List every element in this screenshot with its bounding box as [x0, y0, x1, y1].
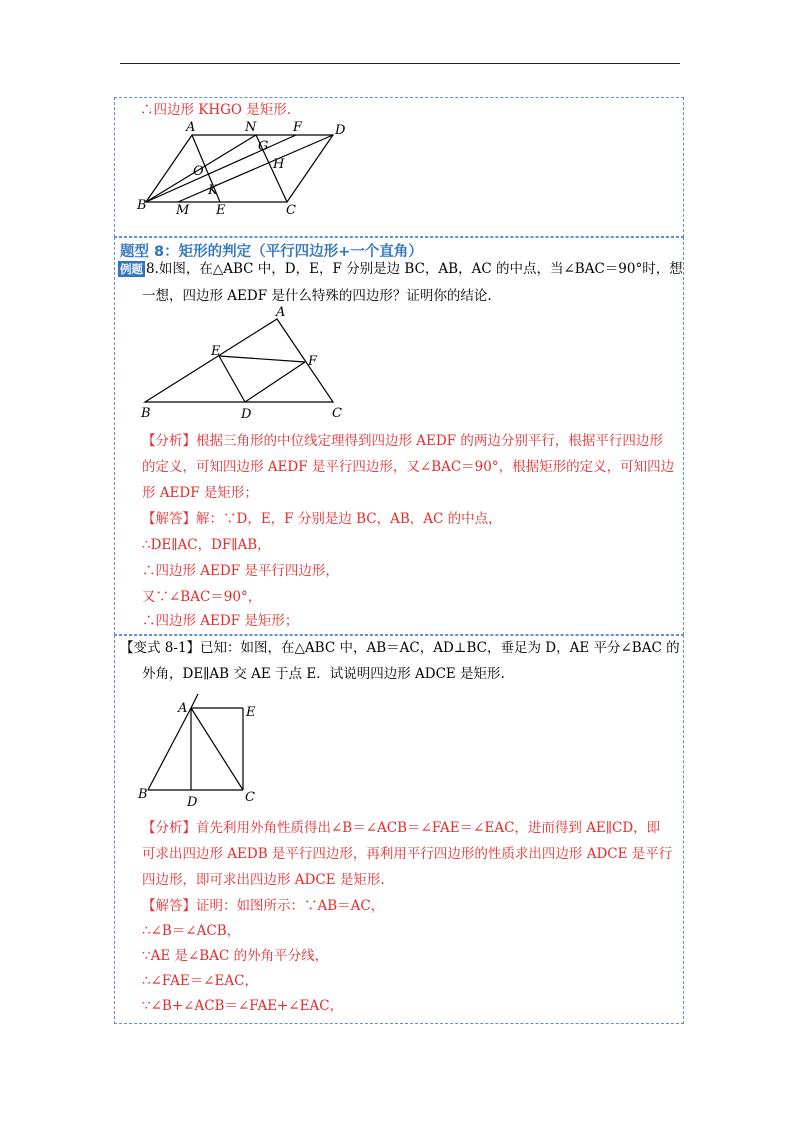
analysis2-line-2: 可求出四边形 AEDB 是平行四边形，再利用平行四边形的性质求出四边形 ADCE 是平行	[142, 846, 673, 862]
label-D: D	[241, 407, 252, 422]
label-K: K	[208, 183, 218, 198]
variant-line-2: 外角，DE∥AB 交 AE 于点 E．试说明四边形 ADCE 是矩形.	[142, 666, 505, 682]
solution1-line-1	[142, 510, 502, 528]
label-A: A	[186, 120, 196, 135]
variant-line-1	[120, 639, 680, 657]
solution2-text-1: 证明：如图所示：∵AB＝AC，	[196, 898, 385, 914]
segment-AC	[191, 708, 243, 790]
analysis1-text-1: 根据三角形的中位线定理得到四边形 AEDF 的两边分别平行，根据平行四边形	[196, 433, 663, 449]
label-D: D	[187, 795, 198, 810]
analysis2-head: 【分析】	[142, 820, 196, 836]
variant-text-1: 已知：如图，在△ABC 中，AB＝AC，AD⊥BC，垂足为 D，AE 平分∠BAC 的	[200, 640, 680, 656]
triangle-figure	[135, 305, 355, 425]
example-tag: 例题	[120, 262, 143, 276]
solution1-head: 【解答】	[142, 511, 196, 527]
label-E: E	[246, 705, 256, 720]
label-A: A	[276, 305, 286, 320]
solution2-line-3: ∵AE 是∠BAC 的外角平分线，	[142, 948, 329, 964]
analysis1-line-3: 形 AEDF 是矩形；	[142, 485, 258, 501]
solution1-line-4: 又∵∠BAC＝90°，	[142, 589, 262, 605]
solution2-line-2: ∴∠B＝∠ACB，	[142, 923, 241, 939]
variant-head: 【变式 8-1】	[120, 640, 201, 656]
label-B: B	[137, 198, 147, 213]
analysis2-line-1	[142, 819, 660, 837]
analysis2-line-3: 四边形，即可求出四边形 ADCE 是矩形.	[142, 872, 385, 888]
label-E: E	[216, 203, 226, 218]
label-E: E	[211, 344, 221, 359]
example-text-1: 8.如图，在△ABC 中，D，E，F 分别是边 BC，AB，AC 的中点，当∠BAC＝90°时，想	[146, 261, 683, 277]
solution1-line-2: ∴DE∥AC，DF∥AB，	[142, 537, 271, 553]
label-F: F	[293, 120, 303, 135]
label-A: A	[178, 701, 188, 716]
solution1-line-3: ∴四边形 AEDF 是平行四边形，	[142, 563, 339, 579]
triangle-ABC	[145, 319, 333, 402]
segment-DF	[245, 362, 305, 402]
example-line-1	[118, 260, 683, 278]
label-C: C	[286, 203, 296, 218]
prev-conclusion: ∴四边形 KHGO 是矩形.	[140, 102, 292, 118]
solution2-line-1	[142, 897, 384, 915]
analysis2-text-1: 首先利用外角性质得出∠B＝∠ACB＝∠FAE＝∠EAC，进而得到 AE∥CD，即	[196, 820, 661, 836]
label-F: F	[308, 354, 318, 369]
analysis1-line-2: 的定义，可知四边形 AEDF 是平行四边形，又∠BAC＝90°，根据矩形的定义，可知四边	[142, 459, 675, 475]
parallelogram-figure	[130, 118, 360, 218]
extension-BA	[191, 694, 198, 708]
solution2-line-4: ∴∠FAE＝∠EAC，	[142, 973, 258, 989]
example-line-2: 一想，四边形 AEDF 是什么特殊的四边形？证明你的结论.	[142, 288, 492, 304]
label-D: D	[335, 123, 346, 138]
label-O: O	[193, 164, 204, 179]
label-N: N	[245, 120, 257, 135]
rectangle-figure	[135, 692, 265, 810]
analysis1-line-1	[142, 432, 663, 450]
label-B: B	[141, 406, 151, 421]
label-G: G	[258, 139, 269, 154]
label-M: M	[176, 203, 190, 218]
analysis1-head: 【分析】	[142, 433, 196, 449]
segment-ED	[219, 356, 245, 402]
label-C: C	[245, 790, 255, 805]
segment-AB	[148, 708, 191, 790]
solution1-text-1: 解：∵D，E，F 分别是边 BC，AB，AC 的中点，	[196, 511, 502, 527]
section-heading: 题型 8：矩形的判定（平行四边形+一个直角）	[120, 244, 423, 260]
solution2-head: 【解答】	[142, 898, 196, 914]
label-C: C	[332, 406, 342, 421]
solution1-line-5: ∴四边形 AEDF 是矩形；	[142, 613, 299, 629]
solution2-line-5: ∵∠B+∠ACB＝∠FAE+∠EAC，	[142, 998, 344, 1014]
segment-EF	[219, 356, 305, 362]
label-B: B	[138, 787, 148, 802]
page-header-rule	[120, 63, 680, 64]
label-H: H	[273, 157, 285, 172]
